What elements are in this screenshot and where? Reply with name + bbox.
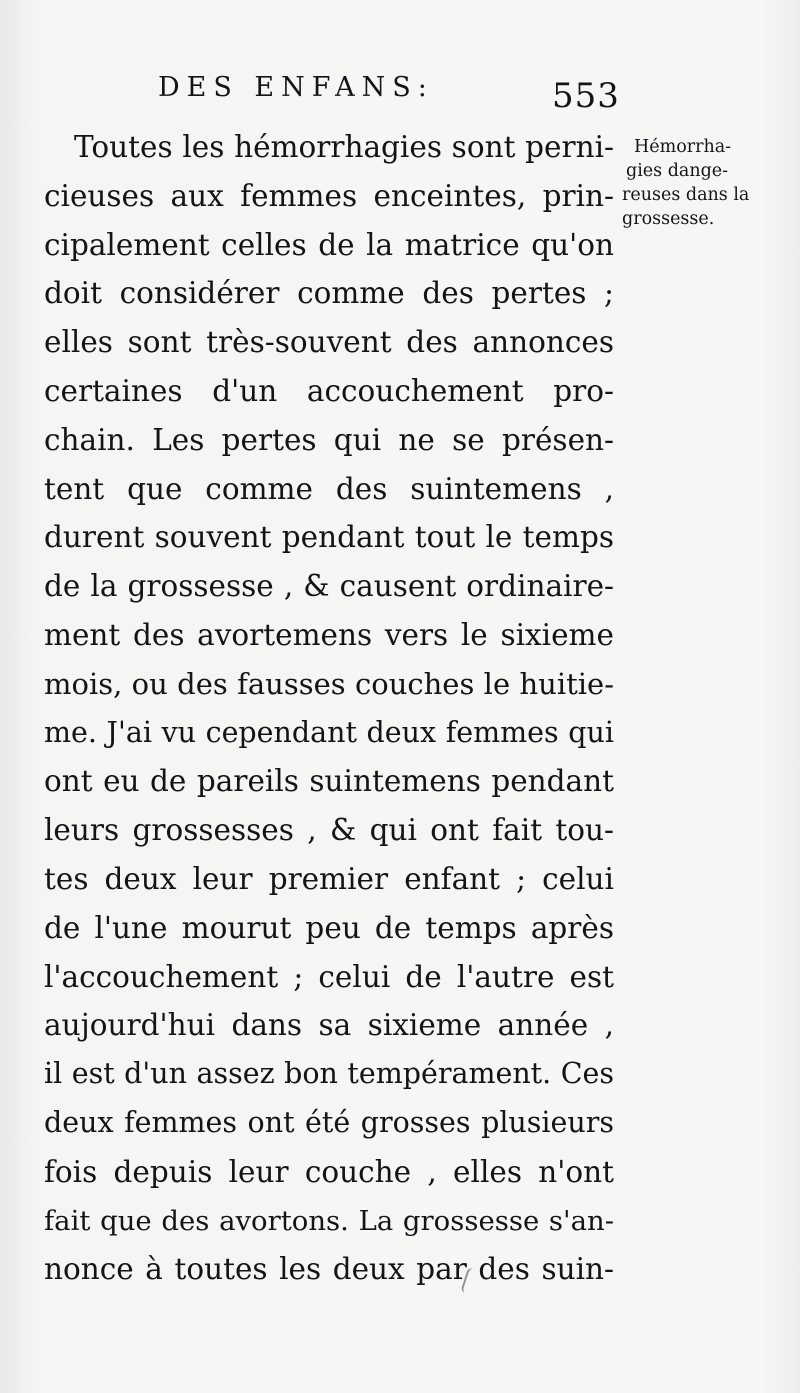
body-paragraph <box>44 123 614 1294</box>
page-number: 553 <box>552 76 620 116</box>
text-line: ment des avortemens vers le sixieme <box>44 617 614 652</box>
text-line: leurs grossesses , & qui ont fait tou- <box>44 813 614 848</box>
text-line: durent souvent pendant tout le temps <box>44 520 614 555</box>
text-line: l'accouchement ; celui de l'autre est <box>44 959 614 994</box>
text-line: cipalement celles de la matrice qu'on <box>44 227 614 262</box>
text-line: doit considérer comme des pertes ; <box>44 276 614 311</box>
text-line: mois, ou des fausses couches le huitie- <box>44 666 614 701</box>
text-line: Toutes les hémorrhagies sont perni- <box>74 130 614 164</box>
text-line: ont eu de pareils suintemens pendant <box>44 764 614 799</box>
text-line: elles sont très-souvent des annonces <box>44 325 614 360</box>
text-line: chain. Les pertes qui ne se présen- <box>44 422 614 457</box>
text-line: de l'une mourut peu de temps après <box>44 910 614 945</box>
text-line: me. J'ai vu cependant deux femmes qui <box>44 715 614 749</box>
text-line: cieuses aux femmes enceintes, prin- <box>44 178 614 213</box>
text-line: deux femmes ont été grosses plusieurs <box>44 1105 614 1139</box>
text-line: aujourd'hui dans sa sixieme année , <box>44 1008 614 1043</box>
text-line: certaines d'un accouchement pro- <box>44 373 614 408</box>
text-line: de la grossesse , & causent ordinaire- <box>44 569 614 604</box>
text-line: il est d'un assez bon tempérament. Ces <box>44 1057 614 1091</box>
text-line: fait que des avortons. La grossesse s'an- <box>44 1204 614 1237</box>
text-line: tent que comme des suintemens , <box>44 471 614 506</box>
marginal-note <box>622 135 780 231</box>
text-line: tes deux leur premier enfant ; celui <box>44 861 614 896</box>
marginal-note-line: gies dange- <box>626 161 729 181</box>
marginal-note-line: grossesse. <box>622 209 715 229</box>
text-line: fois depuis leur couche , elles n'ont <box>44 1154 614 1189</box>
marginal-note-line: reuses dans la <box>622 185 750 205</box>
running-title: DES ENFANS: <box>158 72 434 103</box>
text-line: nonce à toutes les deux par des suin- <box>44 1252 614 1287</box>
marginal-note-line: Hémorrha- <box>634 137 732 157</box>
